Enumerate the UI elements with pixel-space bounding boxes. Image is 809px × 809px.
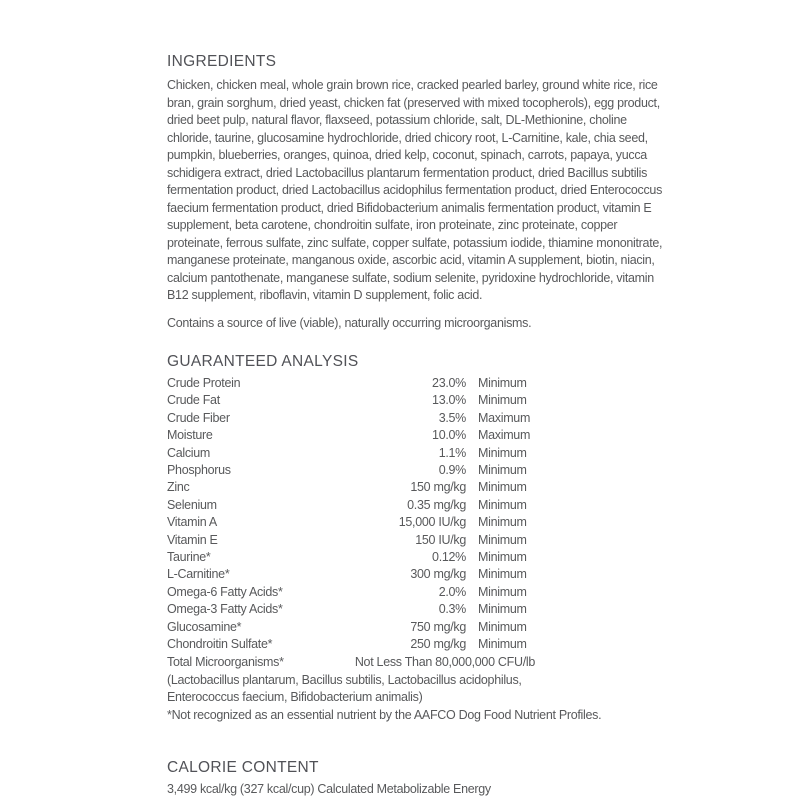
row-qualifier: Minimum: [478, 463, 527, 478]
row-qualifier: Minimum: [478, 497, 527, 512]
footnote-line: Enterococcus faecium, Bifidobacterium animalis): [167, 690, 423, 705]
row-qualifier: Minimum: [478, 445, 527, 460]
table-row: [167, 462, 535, 479]
row-qualifier: Minimum: [478, 393, 527, 408]
table-row: [167, 636, 535, 653]
table-row: [167, 549, 535, 566]
row-value: 150 mg/kg: [410, 480, 466, 495]
row-label: Phosphorus: [167, 463, 231, 478]
row-label: Omega-3 Fatty Acids*: [167, 602, 283, 617]
row-label: Taurine*: [167, 550, 211, 565]
table-row: [167, 584, 535, 601]
row-label: Crude Fiber: [167, 410, 230, 425]
row-label: Glucosamine*: [167, 619, 242, 634]
row-value: 0.3%: [438, 602, 466, 617]
table-row: [167, 410, 535, 427]
table-row: [167, 566, 535, 583]
row-qualifier: Minimum: [478, 584, 527, 599]
row-label: Crude Protein: [167, 376, 241, 390]
guaranteed-analysis-heading: GUARANTEED ANALYSIS: [167, 353, 359, 370]
row-value: 250 mg/kg: [410, 637, 466, 652]
row-qualifier: Minimum: [478, 637, 527, 652]
row-label: Crude Fat: [167, 393, 220, 408]
row-qualifier: Minimum: [478, 515, 527, 530]
row-label: L-Carnitine*: [167, 567, 230, 582]
row-value: 150 IU/kg: [415, 532, 466, 547]
table-row: [167, 601, 535, 618]
table-row: [167, 532, 535, 549]
row-qualifier: Minimum: [478, 376, 527, 390]
row-label: Vitamin E: [167, 532, 218, 547]
row-value: Not Less Than 80,000,000 CFU/lb: [354, 654, 535, 669]
row-qualifier: Maximum: [478, 410, 531, 425]
table-row: [167, 514, 535, 531]
row-label: Omega-6 Fatty Acids*: [167, 584, 283, 599]
row-label: Zinc: [167, 480, 190, 495]
microorganisms-note: Contains a source of live (viable), naturally occurring microorganisms.: [167, 315, 532, 330]
table-row: [167, 654, 535, 671]
row-label: Total Microorganisms*: [167, 654, 284, 669]
calorie-content-text: 3,499 kcal/kg (327 kcal/cup) Calculated Metabolizable Energy: [167, 782, 491, 797]
footnote-line: *Not recognized as an essential nutrient by the AAFCO Dog Food Nutrient Profiles.: [167, 707, 602, 722]
row-label: Moisture: [167, 428, 213, 443]
row-qualifier: Minimum: [478, 480, 527, 495]
row-value: 13.0%: [432, 393, 466, 408]
table-row: [167, 445, 535, 462]
row-label: Calcium: [167, 445, 211, 460]
row-qualifier: Maximum: [478, 428, 531, 443]
row-value: 3.5%: [438, 410, 466, 425]
row-label: Selenium: [167, 497, 217, 512]
ingredients-text: Chicken, chicken meal, whole grain brown rice, cracked pearled barley, ground white rice, rice bran, grain sorghum, dried yeast, chicken fat (preserved with mixed tocopherols), egg product, dried beet pulp, natural flavor, flaxseed, potassium chloride, salt, DL-Methionine, choline chloride, taurine, glucosamine hydrochloride, dried chicory root, L-Carnitine, kale, chia seed, pumpkin, blueberries, oranges, quinoa, dried kelp, coconut, spinach, carrots, papaya, yucca schidigera extract, dried Lactobacillus plantarum fermentation product, dried Bacillus subtilis fermentation product, dried Lactobacillus acidophilus fermentation product, dried Enterococcus faecium fermentation product, dried Bifidobacterium animalis fermentation product, vitamin E supplement, beta carotene, chondroitin sulfate, iron proteinate, zinc proteinate, copper proteinate, ferrous sulfate, zinc sulfate, copper sulfate, potassium iodide, thiamine mononitrate, manganese proteinate, manganous oxide, ascorbic acid, vitamin A supplement, biotin, niacin, calcium pantothenate, manganese sulfate, sodium selenite, pyridoxine hydrochloride, vitamin B12 supplement, riboflavin, vitamin D supplement, folic acid.: [167, 78, 663, 302]
row-value: 1.1%: [438, 445, 466, 460]
row-qualifier: Minimum: [478, 532, 527, 547]
row-qualifier: Minimum: [478, 550, 527, 565]
row-value: 300 mg/kg: [410, 567, 466, 582]
row-value: 10.0%: [432, 428, 466, 443]
table-row: [167, 497, 535, 514]
table-row: [167, 375, 535, 392]
row-value: 0.9%: [438, 463, 466, 478]
table-row: [167, 619, 535, 636]
row-label: Vitamin A: [167, 515, 217, 530]
row-label: Chondroitin Sulfate*: [167, 637, 273, 652]
row-qualifier: Minimum: [478, 567, 527, 582]
row-value: 750 mg/kg: [410, 619, 466, 634]
row-value: 0.35 mg/kg: [407, 497, 466, 512]
table-row: [167, 392, 535, 409]
footnote-line: (Lactobacillus plantarum, Bacillus subtilis, Lactobacillus acidophilus,: [167, 672, 522, 687]
row-qualifier: Minimum: [478, 602, 527, 617]
calorie-content-heading: CALORIE CONTENT: [167, 759, 319, 777]
table-row: [167, 427, 535, 444]
row-qualifier: Minimum: [478, 619, 527, 634]
ingredients-heading: INGREDIENTS: [167, 53, 277, 70]
guaranteed-analysis-table: [167, 375, 535, 671]
row-value: 2.0%: [438, 584, 466, 599]
row-value: 15,000 IU/kg: [398, 515, 466, 530]
table-row: [167, 479, 535, 496]
guaranteed-analysis-footnotes: [167, 672, 672, 725]
row-value: 0.12%: [432, 550, 466, 565]
row-value: 23.0%: [432, 376, 466, 390]
